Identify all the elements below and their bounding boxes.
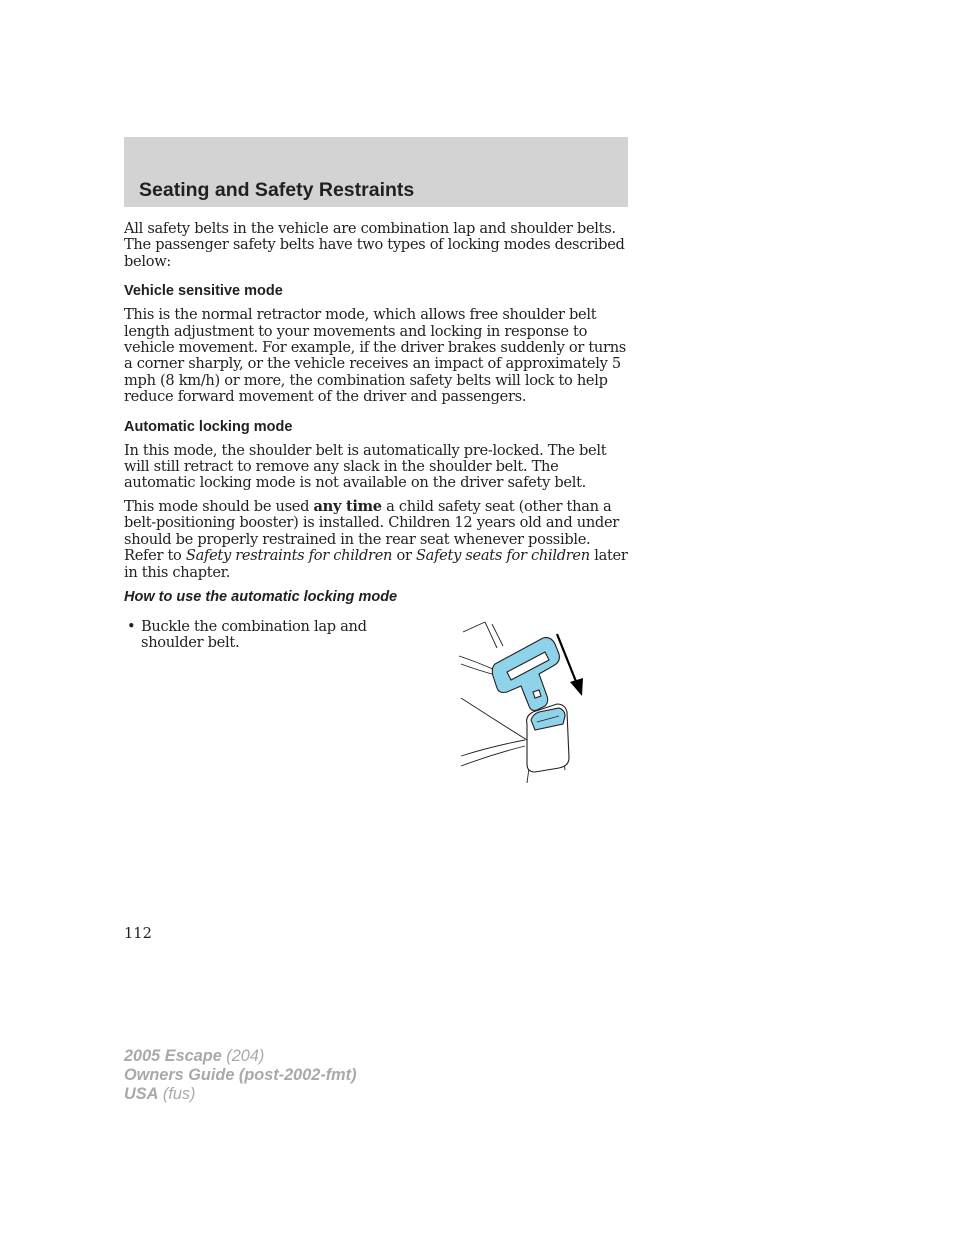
ref-safety-seats-children: Safety seats for children [415,547,590,565]
any-time-emphasis: any time [313,497,382,515]
footer-model: 2005 Escape [124,1047,222,1065]
footer-line-guide: Owners Guide (post-2002-fmt) [124,1066,357,1084]
footer [124,1047,357,1104]
child-seat-text-3: later in this chapter. [124,547,628,581]
seat-belt-buckle-illustration [455,618,595,783]
automatic-locking-heading: Automatic locking mode [124,418,293,435]
buckle-housing [527,704,569,772]
child-seat-paragraph [124,499,630,581]
automatic-locking-paragraph: In this mode, the shoulder belt is automatically pre-locked. The belt will still retract to remove any slack in the shoulder belt. The automatic locking mode is not available on the driver safety belt. [124,441,607,492]
child-seat-text-1: This mode should be used [124,497,314,515]
vehicle-sensitive-heading: Vehicle sensitive mode [124,283,283,300]
footer-model-code: (204) [221,1047,265,1065]
down-arrow-icon [557,634,583,696]
bullet-dot: • [127,618,136,635]
page-number: 112 [124,925,152,942]
footer-line-market [124,1085,357,1104]
bullet-text: Buckle the combination lap and shoulder belt. [141,618,367,652]
section-title: Seating and Safety Restraints [139,179,415,201]
belt-latch-plate [492,638,559,711]
footer-market: USA [124,1085,159,1103]
child-seat-text-or: or [392,547,416,565]
footer-market-code: (fus) [158,1085,196,1103]
how-to-heading: How to use the automatic locking mode [124,588,398,605]
page-content [124,221,630,613]
vehicle-sensitive-paragraph: This is the normal retractor mode, which allows free shoulder belt length adjustment to your movements and locking in response to vehicle movement. For example, if the driver brakes suddenly or turns a corner sharply, or the vehicle receives an impact of approximately 5 mph (8 km/h) or more, the combination safety belts will lock to help reduce forward movement of the driver and passengers. [124,306,626,406]
ref-safety-restraints-children: Safety restraints for children [185,547,393,565]
intro-paragraph: All safety belts in the vehicle are combination lap and shoulder belts. The passenger safety belts have two types of locking modes described below: [124,220,625,270]
footer-line-model [124,1047,357,1066]
child-seat-text-2: a child safety seat (other than a belt-positioning booster) is installed. Children 12 years old and under should be properly restrained in the rear seat whenever possible. Refer to [124,497,619,565]
